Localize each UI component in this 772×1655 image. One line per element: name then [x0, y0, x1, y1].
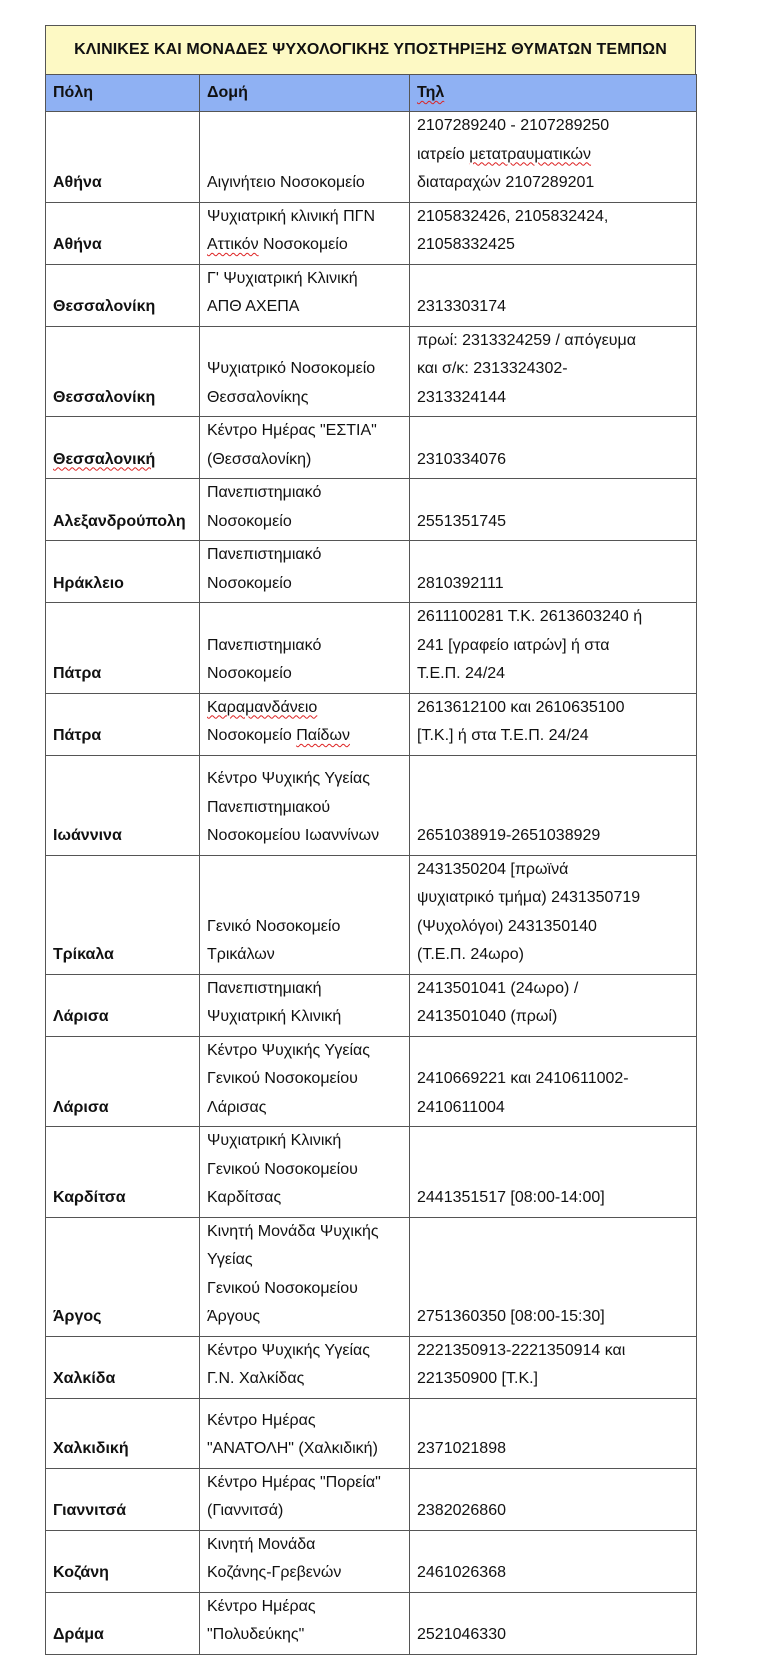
table-row: [46, 112, 697, 203]
facility-cell: Γ' Ψυχιατρική Κλινική ΑΠΘ ΑΧΕΠΑ: [200, 264, 410, 326]
city-cell: Αθήνα: [46, 112, 200, 203]
header-city: Πόλη: [46, 75, 200, 112]
phone-cell: 2461026368: [410, 1530, 697, 1592]
phone-cell: 2313303174: [410, 264, 697, 326]
clinics-table: [45, 74, 697, 1655]
city-cell: Θεσσαλονίκη: [46, 326, 200, 417]
table-row: [46, 1468, 697, 1530]
facility-cell: Κέντρο Ημέρας "Πολυδεύκης": [200, 1592, 410, 1654]
phone-cell: 2810392111: [410, 541, 697, 603]
phone-cell: πρωί: 2313324259 / απόγευμα και σ/κ: 2313324302- 2313324144: [410, 326, 697, 417]
city-cell: Ηράκλειο: [46, 541, 200, 603]
facility-cell: Κέντρο Ψυχικής Υγείας Γενικού Νοσοκομείου Λάρισας: [200, 1036, 410, 1127]
facility-cell: Ψυχιατρική Κλινική Γενικού Νοσοκομείου Καρδίτσας: [200, 1127, 410, 1218]
city-cell: Θεσσαλονίκη: [46, 264, 200, 326]
city-cell: Λάρισα: [46, 974, 200, 1036]
city-cell: Αθήνα: [46, 202, 200, 264]
city-cell: Λάρισα: [46, 1036, 200, 1127]
city-cell: Καρδίτσα: [46, 1127, 200, 1218]
table-row: [46, 1336, 697, 1398]
spellcheck-word: Παίδων: [296, 727, 350, 744]
phone-cell: 2310334076: [410, 417, 697, 479]
city-cell: Χαλκίδα: [46, 1336, 200, 1398]
table-row: [46, 541, 697, 603]
facility-cell: Ψυχιατρικό Νοσοκομείο Θεσσαλονίκης: [200, 326, 410, 417]
facility-cell: Κέντρο Ημέρας "ΕΣΤΙΑ" (Θεσσαλονίκη): [200, 417, 410, 479]
table-row: [46, 603, 697, 694]
table-row: [46, 417, 697, 479]
table-row: [46, 855, 697, 974]
facility-cell: Κέντρο Ημέρας "ΑΝΑΤΟΛΗ" (Χαλκιδική): [200, 1398, 410, 1468]
phone-cell: 2613612100 και 2610635100 [Τ.Κ.] ή στα Τ.Ε.Π. 24/24: [410, 693, 697, 755]
phone-cell: 2441351517 [08:00-14:00]: [410, 1127, 697, 1218]
phone-cell: 2410669221 και 2410611002- 2410611004: [410, 1036, 697, 1127]
city-cell: Άργος: [46, 1217, 200, 1336]
table-row: [46, 1592, 697, 1654]
facility-cell: Αιγινήτειο Νοσοκομείο: [200, 112, 410, 203]
facility-cell: Καραμανδάνειο Νοσοκομείο Παίδων: [200, 693, 410, 755]
facility-cell: Κέντρο Ψυχικής Υγείας Γ.Ν. Χαλκίδας: [200, 1336, 410, 1398]
phone-cell: 2521046330: [410, 1592, 697, 1654]
city-cell: Αλεξανδρούπολη: [46, 479, 200, 541]
table-header-row: [46, 75, 697, 112]
table-row: [46, 755, 697, 855]
clinics-document: [45, 25, 696, 1655]
phone-cell: 2221350913-2221350914 και 221350900 [Τ.Κ.]: [410, 1336, 697, 1398]
city-cell: Ιωάννινα: [46, 755, 200, 855]
phone-cell: 2107289240 - 2107289250 ιατρείο μετατραυματικών διαταραχών 2107289201: [410, 112, 697, 203]
table-row: [46, 264, 697, 326]
facility-cell: Πανεπιστημιακή Ψυχιατρική Κλινική: [200, 974, 410, 1036]
city-cell: Κοζάνη: [46, 1530, 200, 1592]
phone-cell: 2105832426, 2105832424, 21058332425: [410, 202, 697, 264]
facility-cell: Κινητή Μονάδα Κοζάνης-Γρεβενών: [200, 1530, 410, 1592]
phone-cell: 2431350204 [πρωϊνά ψυχιατρικό τμήμα) 2431350719 (Ψυχολόγοι) 2431350140 (Τ.Ε.Π. 24ωρο): [410, 855, 697, 974]
city-cell: Δράμα: [46, 1592, 200, 1654]
spellcheck-word: μετατραυματικών: [469, 145, 592, 163]
phone-cell: 2413501041 (24ωρο) / 2413501040 (πρωί): [410, 974, 697, 1036]
city-cell: Πάτρα: [46, 693, 200, 755]
phone-cell: 2382026860: [410, 1468, 697, 1530]
city-cell: Τρίκαλα: [46, 855, 200, 974]
facility-cell: Κέντρο Ημέρας "Πορεία" (Γιαννιτσά): [200, 1468, 410, 1530]
facility-cell: Γενικό Νοσοκομείο Τρικάλων: [200, 855, 410, 974]
facility-cell: Κέντρο Ψυχικής Υγείας Πανεπιστημιακού Νοσοκομείου Ιωαννίνων: [200, 755, 410, 855]
table-row: [46, 1036, 697, 1127]
phone-cell: 2371021898: [410, 1398, 697, 1468]
phone-cell: 2611100281 Τ.Κ. 2613603240 ή 241 [γραφείο ιατρών] ή στα Τ.Ε.Π. 24/24: [410, 603, 697, 694]
phone-cell: 2651038919-2651038929: [410, 755, 697, 855]
table-body: [46, 112, 697, 1655]
table-row: [46, 326, 697, 417]
facility-cell: Ψυχιατρική κλινική ΠΓΝ Αττικόν Νοσοκομείο: [200, 202, 410, 264]
facility-cell: Πανεπιστημιακό Νοσοκομείο: [200, 541, 410, 603]
city-cell: Γιαννιτσά: [46, 1468, 200, 1530]
document-title: ΚΛΙΝΙΚΕΣ ΚΑΙ ΜΟΝΑΔΕΣ ΨΥΧΟΛΟΓΙΚΗΣ ΥΠΟΣΤΗΡΙΞΗΣ ΘΥΜΑΤΩΝ ΤΕΜΠΩΝ: [45, 25, 696, 74]
spellcheck-word: Θεσσαλονική: [53, 450, 156, 468]
facility-cell: Κινητή Μονάδα Ψυχικής Υγείας Γενικού Νοσοκομείου Άργους: [200, 1217, 410, 1336]
city-cell: [46, 417, 200, 479]
spellcheck-word: Καραμανδάνειο: [207, 698, 318, 716]
table-row: [46, 1127, 697, 1218]
table-row: [46, 1530, 697, 1592]
phone-cell: 2551351745: [410, 479, 697, 541]
table-row: [46, 974, 697, 1036]
table-row: [46, 202, 697, 264]
header-phone: [410, 75, 697, 112]
city-cell: Πάτρα: [46, 603, 200, 694]
spellcheck-word: Αττικόν: [207, 236, 259, 253]
table-row: [46, 1398, 697, 1468]
city-cell: Χαλκιδική: [46, 1398, 200, 1468]
facility-cell: Πανεπιστημιακό Νοσοκομείο: [200, 603, 410, 694]
header-facility: Δομή: [200, 75, 410, 112]
facility-cell: Πανεπιστημιακό Νοσοκομείο: [200, 479, 410, 541]
header-phone-label: Τηλ: [417, 84, 445, 101]
table-row: [46, 479, 697, 541]
table-row: [46, 1217, 697, 1336]
phone-cell: 2751360350 [08:00-15:30]: [410, 1217, 697, 1336]
table-row: [46, 693, 697, 755]
